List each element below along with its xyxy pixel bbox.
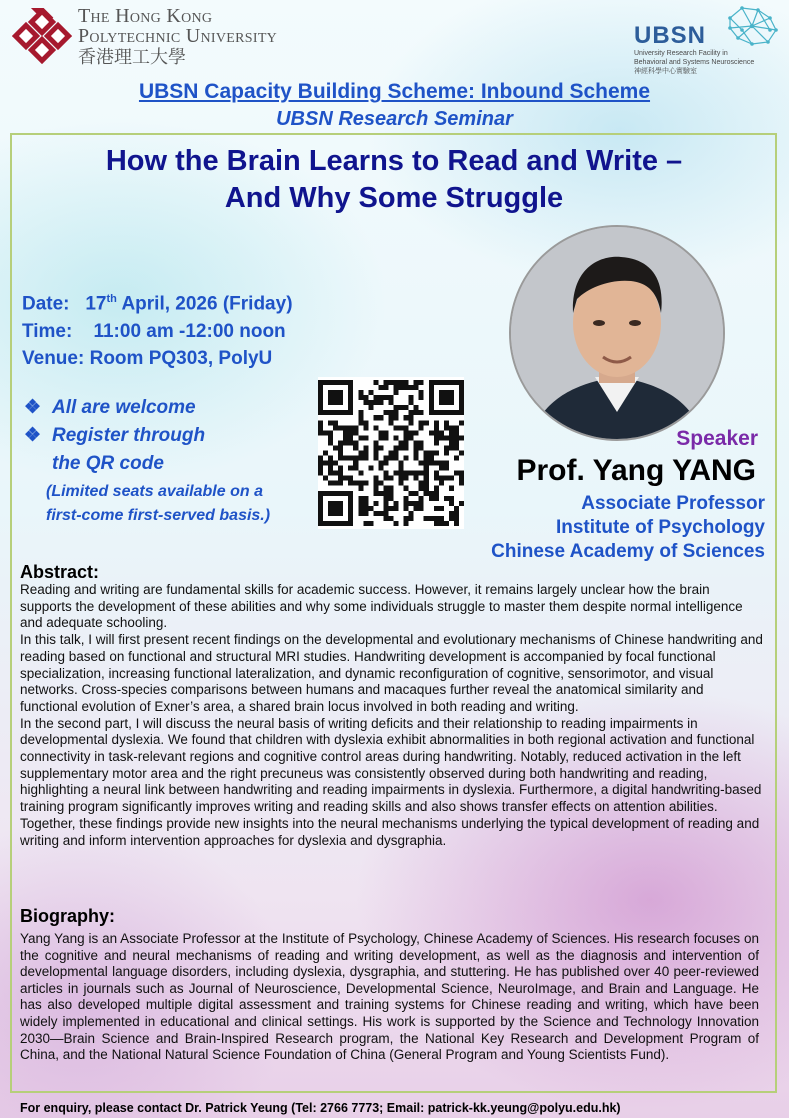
bullet-register-text: Register through (52, 425, 206, 446)
university-name (78, 6, 277, 68)
talk-title-line1: How the Brain Learns to Read and Write – (105, 145, 683, 177)
abstract-paragraph: Together, these findings provide new insights into the neural mechanisms underlying the typical development of reading and writing and inform intervention approaches for dyslexia and dysgraphia. (20, 815, 760, 848)
abstract-paragraph: Reading and writing are fundamental skills for academic success. However, it remains largely unclear how the brain supports the development of these abilities and why some individuals struggle to master them despite normal intelligence and adequate schooling. (20, 582, 743, 631)
limited-seats-line2: first-come first-served basis.) (46, 507, 271, 524)
venue-label: Venue: (22, 348, 85, 370)
talk-title (40, 143, 748, 217)
speaker-portrait-icon (511, 227, 723, 439)
date-day: 17 (85, 293, 107, 315)
ubsn-subtitle-line1: University Research Facility in (634, 50, 728, 57)
venue-row (22, 345, 293, 373)
ubsn-subtitle-line3: 神經科學中心實驗室 (634, 68, 697, 75)
time-row (22, 318, 293, 346)
bullet-welcome (24, 394, 205, 422)
university-name-line1: The Hong Kong (78, 5, 213, 27)
bullet-welcome-text: All are welcome (52, 397, 196, 418)
polyu-logo-icon (12, 8, 72, 64)
speaker-organization: Chinese Academy of Sciences (491, 541, 765, 562)
speaker-position: Associate Professor (581, 493, 765, 514)
abstract-paragraph: In the second part, I will discuss the neural basis of writing deficits and their relationship to reading impairments in developmental dyslexia. We found that children with dyslexia exhibit abnormalities in both regional activation and functional connectivity in task-relevant regions and cognitive control areas during handwriting. Notably, reduced activation in the left supplementary motor area and the right precuneus was consistently observed during both handwriting and reading, highlighting a neural link between handwriting and reading impairments in dyslexia. Furthermore, a digital handwriting-based training program significantly improves writing and reading skills and also shows transfer effects on attention abilities. (20, 715, 762, 815)
time-value: 11:00 am -12:00 noon (93, 320, 286, 342)
limited-seats-line1: (Limited seats available on a (46, 483, 263, 500)
speaker-photo (509, 225, 725, 441)
diamond-bullet-icon: ❖ (24, 425, 42, 446)
speaker-label: Speaker (676, 427, 758, 450)
enquiry-contact: For enquiry, please contact Dr. Patrick Yeung (Tel: 2766 7773; Email: patrick-kk.yeung@polyu.edu.hk) (20, 1101, 621, 1115)
date-rest: April, 2026 (Friday) (116, 293, 293, 315)
speaker-name: Prof. Yang YANG (516, 454, 756, 487)
bullet-register-text-line2: the QR code (52, 453, 164, 474)
university-name-line2: Polytechnic University (78, 25, 278, 47)
abstract-paragraph: In this talk, I will first present recent findings on the developmental and evolutionary mechanisms of Chinese handwriting and reading based on functional and structural MRI studies. Handwriting development is accompanied by focal functional specialization, increasing functional lateralization, and dynamic reconfiguration of cognitive, sensorimotor, and visual networks. Cross-species comparisons between humans and macaques further reveal the anatomical similarity and functional evolution of Exner’s area, a shared brain locus involved in both reading and writing. (20, 632, 763, 714)
abstract-heading: Abstract: (20, 562, 100, 582)
date-label: Date: (22, 293, 70, 315)
biography-heading: Biography: (20, 906, 116, 926)
biography-body: Yang Yang is an Associate Professor at the Institute of Psychology, Chinese Academy of Sciences. His research focuses on the cognitive and neural mechanisms of reading and writing development, as well as the diagnosis and intervention of developmental language disorders, including dyslexia, dysgraphia, and stuttering. He has published over 40 peer-reviewed articles in journals such as Journal of Neuroscience, Developmental Science, NeuroImage, and Brain and Language. He has also developed multiple digital assessment and training systems for Chinese reading and writing, which have been widely implemented in educational and clinical settings. His work is supported by the Science and Technology Innovation 2030—Brain Science and Brain-Inspired Research program, the National Key Research and Development Program of China, and the National Natural Science Foundation of China (General Program and Young Scientists Fund). (20, 931, 759, 1063)
talk-title-line2: And Why Some Struggle (224, 182, 564, 214)
ubsn-subtitle-line2: Behavioral and Systems Neuroscience (634, 59, 755, 66)
seminar-title: UBSN Research Seminar (276, 108, 513, 130)
date-suffix: th (106, 293, 117, 305)
date-row (22, 286, 293, 318)
time-label: Time: (22, 320, 73, 342)
venue-value: Room PQ303, PolyU (89, 348, 273, 370)
speaker-institute: Institute of Psychology (555, 517, 765, 538)
ubsn-wordmark: UBSN (634, 22, 707, 49)
event-details (22, 286, 293, 373)
abstract-body (20, 582, 765, 849)
diamond-bullet-icon: ❖ (24, 397, 42, 418)
ubsn-subtitle (634, 49, 784, 76)
speaker-affiliation (0, 492, 765, 564)
scheme-title: UBSN Capacity Building Scheme: Inbound Scheme (138, 80, 651, 103)
university-name-chinese: 香港理工大學 (78, 47, 186, 67)
